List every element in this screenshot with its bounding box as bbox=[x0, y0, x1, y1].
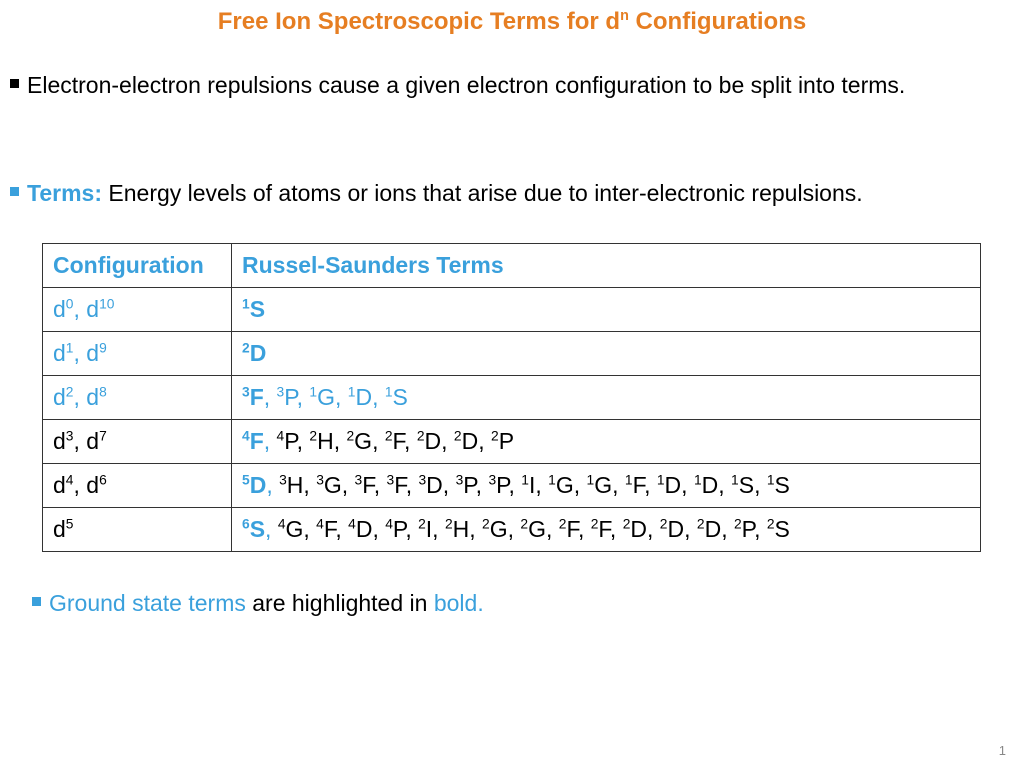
term-multiplicity: 4 bbox=[277, 516, 286, 532]
term-multiplicity: 2 bbox=[346, 428, 355, 444]
term-multiplicity: 1 bbox=[586, 472, 595, 488]
table-row bbox=[43, 288, 981, 332]
term-multiplicity: 3 bbox=[418, 472, 427, 488]
term-multiplicity: 3 bbox=[276, 384, 285, 400]
term-letter: P bbox=[284, 428, 297, 454]
config-superscript: 6 bbox=[99, 472, 107, 488]
bullet-text: Electron-electron repulsions cause a given electron configuration to be split into terms. bbox=[27, 72, 906, 98]
term-multiplicity: 1 bbox=[309, 384, 318, 400]
term-multiplicity: 3 bbox=[279, 472, 287, 488]
term-multiplicity: 2 bbox=[520, 516, 529, 532]
terms-cell bbox=[232, 420, 981, 464]
term-separator: , bbox=[609, 516, 623, 542]
terms-cell bbox=[232, 288, 981, 332]
term bbox=[548, 472, 574, 498]
term-separator: , bbox=[341, 472, 355, 498]
term-multiplicity: 3 bbox=[455, 472, 464, 488]
term bbox=[623, 516, 647, 542]
config-superscript: 0 bbox=[65, 296, 74, 312]
term-separator: , bbox=[577, 516, 591, 542]
term-letter: P bbox=[463, 472, 476, 498]
term-separator: , bbox=[441, 428, 454, 454]
term-letter: F bbox=[632, 472, 645, 498]
term-letter: D bbox=[355, 384, 373, 410]
square-bullet-icon bbox=[10, 187, 19, 196]
term-multiplicity: 2 bbox=[696, 516, 705, 532]
config-base: d bbox=[53, 384, 66, 410]
term bbox=[279, 472, 303, 498]
term bbox=[488, 472, 508, 498]
config-base: , d bbox=[73, 296, 100, 322]
term-separator: , bbox=[442, 472, 456, 498]
term bbox=[385, 384, 408, 410]
term-letter: P bbox=[741, 516, 755, 542]
term-separator: , bbox=[266, 472, 280, 498]
term bbox=[482, 516, 508, 542]
term-multiplicity: 4 bbox=[276, 428, 285, 444]
term-letter: D bbox=[701, 472, 719, 498]
table-body bbox=[43, 288, 981, 552]
term-letter: D bbox=[426, 472, 443, 498]
term-separator: , bbox=[303, 472, 317, 498]
term-separator: , bbox=[545, 516, 559, 542]
config-base: , d bbox=[73, 472, 100, 498]
term-multiplicity: 4 bbox=[385, 516, 393, 532]
terms-definition-text: Energy levels of atoms or ions that arise due to inter-electronic repulsions. bbox=[102, 180, 863, 206]
term bbox=[418, 472, 442, 498]
terms-cell bbox=[232, 508, 981, 552]
term bbox=[309, 428, 333, 454]
term bbox=[277, 384, 297, 410]
term-separator: , bbox=[372, 384, 385, 410]
term-letter: F bbox=[362, 472, 374, 498]
term-separator: , bbox=[405, 516, 419, 542]
term-separator: , bbox=[681, 472, 694, 498]
term bbox=[348, 384, 372, 410]
term bbox=[694, 472, 718, 498]
term-letter: G bbox=[285, 516, 304, 542]
term-multiplicity: 1 bbox=[242, 296, 250, 312]
page-number: 1 bbox=[998, 743, 1006, 758]
ground-state-term bbox=[242, 472, 266, 498]
term-multiplicity: 1 bbox=[548, 472, 556, 488]
term bbox=[418, 516, 432, 542]
term-letter: G bbox=[317, 384, 335, 410]
term-multiplicity: 2 bbox=[444, 516, 453, 532]
term-multiplicity: 1 bbox=[521, 472, 529, 488]
term-separator: , bbox=[335, 516, 349, 542]
term-letter: G bbox=[489, 516, 508, 542]
config-superscript: 5 bbox=[65, 516, 74, 532]
term-separator: , bbox=[535, 472, 549, 498]
term bbox=[767, 516, 790, 542]
term-separator: , bbox=[334, 384, 348, 410]
term-multiplicity: 1 bbox=[731, 472, 739, 488]
term-multiplicity: 3 bbox=[386, 472, 395, 488]
term-letter: F bbox=[249, 384, 264, 410]
configuration-cell bbox=[43, 464, 232, 508]
term bbox=[348, 516, 372, 542]
term bbox=[355, 472, 374, 498]
term-letter: I bbox=[425, 516, 433, 542]
term-separator: , bbox=[265, 516, 278, 542]
table-row bbox=[43, 508, 981, 552]
config-base: d bbox=[53, 516, 66, 542]
term-letter: H bbox=[317, 428, 334, 454]
term-multiplicity: 2 bbox=[416, 428, 425, 444]
table-row bbox=[43, 332, 981, 376]
term-multiplicity: 2 bbox=[453, 428, 462, 444]
term-letter: G bbox=[323, 472, 342, 498]
term-letter: G bbox=[594, 472, 613, 498]
term-multiplicity: 2 bbox=[384, 428, 393, 444]
configuration-cell bbox=[43, 376, 232, 420]
term bbox=[521, 472, 535, 498]
square-bullet-icon bbox=[10, 79, 19, 88]
term-multiplicity: 4 bbox=[348, 516, 356, 532]
term-separator: , bbox=[372, 516, 386, 542]
term bbox=[316, 472, 342, 498]
term-letter: P bbox=[496, 472, 509, 498]
term-separator: , bbox=[612, 472, 625, 498]
ground-state-term bbox=[242, 384, 264, 410]
title-text: Free Ion Spectroscopic Terms for d bbox=[217, 8, 621, 35]
header-rs-terms: Russel-Saunders Terms bbox=[232, 244, 981, 288]
term-separator: , bbox=[404, 428, 417, 454]
term-letter: D bbox=[704, 516, 722, 542]
term-separator: , bbox=[432, 516, 445, 542]
term bbox=[445, 516, 469, 542]
config-base: , d bbox=[73, 384, 100, 410]
term-multiplicity: 6 bbox=[242, 516, 250, 532]
table-row bbox=[43, 464, 981, 508]
term-separator: , bbox=[721, 516, 734, 542]
term-multiplicity: 2 bbox=[418, 516, 426, 532]
term-separator: , bbox=[405, 472, 419, 498]
term-letter: G bbox=[528, 516, 546, 542]
term-separator: , bbox=[469, 516, 483, 542]
note-text: are highlighted in bbox=[245, 590, 434, 616]
configuration-cell bbox=[43, 288, 232, 332]
bullet-terms-definition bbox=[10, 176, 1010, 210]
term-multiplicity: 2 bbox=[309, 428, 318, 444]
config-superscript: 8 bbox=[99, 384, 107, 400]
term-separator: , bbox=[303, 516, 317, 542]
term-letter: F bbox=[392, 428, 405, 454]
term-letter: P bbox=[284, 384, 297, 410]
term-letter: D bbox=[355, 516, 373, 542]
term-separator: , bbox=[508, 472, 522, 498]
term-multiplicity: 2 bbox=[482, 516, 490, 532]
title-text-rest: Configurations bbox=[628, 8, 807, 35]
term-multiplicity: 2 bbox=[491, 428, 499, 444]
term-letter: G bbox=[354, 428, 373, 454]
term-separator: , bbox=[372, 428, 385, 454]
term bbox=[387, 472, 406, 498]
term-multiplicity: 1 bbox=[384, 384, 393, 400]
config-base: d bbox=[53, 340, 66, 366]
term bbox=[417, 428, 441, 454]
table-row bbox=[43, 376, 981, 420]
term-letter: G bbox=[555, 472, 574, 498]
term-separator: , bbox=[263, 384, 277, 410]
term-separator: , bbox=[373, 472, 387, 498]
term-letter: F bbox=[566, 516, 578, 542]
term-separator: , bbox=[754, 516, 767, 542]
term-multiplicity: 4 bbox=[316, 516, 324, 532]
term-multiplicity: 3 bbox=[242, 384, 250, 400]
term-multiplicity: 3 bbox=[354, 472, 363, 488]
title-superscript: n bbox=[620, 8, 629, 24]
terms-cell bbox=[232, 464, 981, 508]
config-superscript: 1 bbox=[65, 340, 74, 356]
term bbox=[309, 384, 335, 410]
term-letter: P bbox=[392, 516, 406, 542]
term bbox=[520, 516, 546, 542]
term bbox=[697, 516, 721, 542]
term bbox=[491, 428, 514, 454]
config-superscript: 10 bbox=[99, 296, 115, 312]
term-separator: , bbox=[333, 428, 347, 454]
term-letter: S bbox=[774, 516, 790, 542]
configuration-cell bbox=[43, 508, 232, 552]
config-superscript: 3 bbox=[65, 428, 74, 444]
square-bullet-icon bbox=[32, 597, 41, 606]
terms-cell bbox=[232, 332, 981, 376]
term-letter: F bbox=[394, 472, 406, 498]
term-separator: , bbox=[718, 472, 732, 498]
config-base: , d bbox=[73, 428, 100, 454]
term-letter: S bbox=[249, 516, 266, 542]
term-multiplicity: 2 bbox=[242, 340, 250, 356]
configuration-cell bbox=[43, 332, 232, 376]
config-superscript: 4 bbox=[65, 472, 74, 488]
term-separator: , bbox=[644, 472, 657, 498]
term-multiplicity: 1 bbox=[766, 472, 775, 488]
term-multiplicity: 2 bbox=[590, 516, 599, 532]
term-letter: F bbox=[598, 516, 610, 542]
ground-state-term bbox=[242, 516, 265, 542]
term-multiplicity: 1 bbox=[656, 472, 665, 488]
bullet-ground-state-note bbox=[32, 586, 484, 620]
term-multiplicity: 4 bbox=[242, 428, 250, 444]
ground-state-term bbox=[242, 340, 266, 366]
bold-word: bold. bbox=[433, 590, 484, 616]
config-base: , d bbox=[73, 340, 100, 366]
term-multiplicity: 2 bbox=[766, 516, 775, 532]
term bbox=[385, 428, 404, 454]
table-header-row bbox=[43, 244, 981, 288]
term-multiplicity: 1 bbox=[624, 472, 633, 488]
term-letter: S bbox=[392, 384, 408, 410]
term-letter: S bbox=[774, 472, 790, 498]
term-multiplicity: 2 bbox=[622, 516, 631, 532]
term-letter: D bbox=[424, 428, 442, 454]
term-letter: D bbox=[461, 428, 479, 454]
configuration-cell bbox=[43, 420, 232, 464]
config-superscript: 9 bbox=[99, 340, 107, 356]
bullet-electron-repulsion bbox=[10, 68, 980, 102]
term-separator: , bbox=[507, 516, 521, 542]
russell-saunders-table bbox=[42, 243, 981, 552]
term-letter: S bbox=[249, 296, 266, 322]
config-base: d bbox=[53, 296, 66, 322]
terms-label: Terms: bbox=[27, 180, 102, 206]
term-separator: , bbox=[573, 472, 587, 498]
term-letter: H bbox=[286, 472, 304, 498]
term-separator: , bbox=[296, 428, 310, 454]
term-letter: S bbox=[738, 472, 755, 498]
term-multiplicity: 2 bbox=[659, 516, 668, 532]
term-multiplicity: 1 bbox=[347, 384, 356, 400]
term bbox=[278, 516, 304, 542]
term bbox=[277, 428, 297, 454]
term bbox=[767, 472, 790, 498]
term bbox=[731, 472, 754, 498]
term-letter: D bbox=[664, 472, 682, 498]
table-row bbox=[43, 420, 981, 464]
config-base: d bbox=[53, 472, 66, 498]
config-base: d bbox=[53, 428, 66, 454]
term-multiplicity: 5 bbox=[242, 472, 250, 488]
term-letter: D bbox=[667, 516, 685, 542]
term bbox=[454, 428, 478, 454]
term-letter: F bbox=[323, 516, 336, 542]
term-multiplicity: 2 bbox=[733, 516, 742, 532]
term bbox=[734, 516, 754, 542]
term-letter: P bbox=[498, 428, 515, 454]
term-multiplicity: 3 bbox=[488, 472, 497, 488]
ground-state-term bbox=[242, 428, 264, 454]
ground-state-phrase: Ground state terms bbox=[49, 590, 246, 616]
term-letter: I bbox=[528, 472, 536, 498]
term-multiplicity: 3 bbox=[316, 472, 324, 488]
term-letter: F bbox=[249, 428, 264, 454]
term-separator: , bbox=[475, 472, 489, 498]
term-letter: D bbox=[630, 516, 648, 542]
term-separator: , bbox=[263, 428, 277, 454]
term bbox=[346, 428, 372, 454]
term-separator: , bbox=[647, 516, 660, 542]
term-letter: D bbox=[249, 340, 267, 366]
header-configuration: Configuration bbox=[43, 244, 232, 288]
term-multiplicity: 1 bbox=[693, 472, 702, 488]
term bbox=[625, 472, 644, 498]
term-separator: , bbox=[754, 472, 767, 498]
term bbox=[559, 516, 578, 542]
term-separator: , bbox=[684, 516, 697, 542]
term-letter: D bbox=[249, 472, 267, 498]
term bbox=[587, 472, 613, 498]
slide-title bbox=[0, 8, 1024, 36]
term-letter: H bbox=[452, 516, 470, 542]
term bbox=[591, 516, 610, 542]
term bbox=[657, 472, 681, 498]
term-multiplicity: 2 bbox=[558, 516, 567, 532]
ground-state-term bbox=[242, 296, 265, 322]
term-separator: , bbox=[478, 428, 491, 454]
config-superscript: 7 bbox=[99, 428, 107, 444]
terms-cell bbox=[232, 376, 981, 420]
term-separator: , bbox=[296, 384, 310, 410]
term bbox=[316, 516, 335, 542]
term bbox=[385, 516, 405, 542]
term bbox=[456, 472, 476, 498]
config-superscript: 2 bbox=[65, 384, 74, 400]
term bbox=[660, 516, 684, 542]
